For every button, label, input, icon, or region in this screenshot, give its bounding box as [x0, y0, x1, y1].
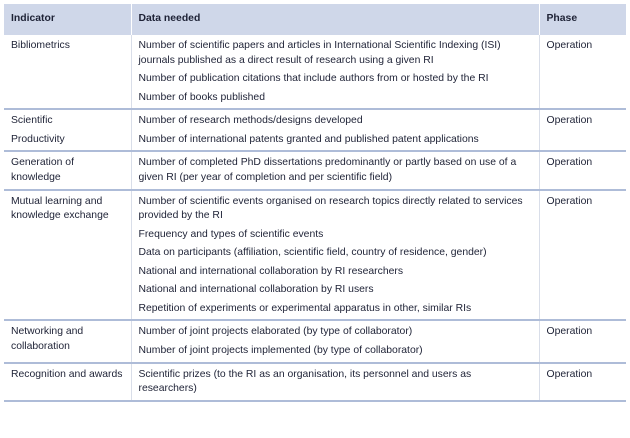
- data-needed-item: Number of joint projects elaborated (by type of collaborator): [138, 326, 413, 338]
- data-needed-item: Number of joint projects implemented (by type of collaborator): [138, 345, 423, 356]
- data-needed-item: Scientific prizes (to the RI as an organisation, its personnel and users as researchers): [138, 368, 472, 395]
- data-needed-cell: [131, 35, 539, 109]
- indicator-cell: [4, 190, 131, 321]
- indicator-label: Scientific: [11, 115, 53, 127]
- header-row: [4, 4, 626, 35]
- table-row: [4, 363, 626, 401]
- data-needed-item: Number of completed PhD dissertations predominantly or partly based on use of a given RI (per year of completion and per scientific field): [138, 157, 517, 183]
- data-needed-item: Frequency and types of scientific events: [138, 228, 324, 240]
- indicator-cell: [4, 35, 131, 109]
- indicator-label: Networking and collaboration: [11, 326, 84, 352]
- phase-cell: Operation: [539, 190, 626, 321]
- data-needed-item: Number of international patents granted and published patent applications: [138, 133, 479, 145]
- indicator-label: Generation of knowledge: [11, 157, 74, 183]
- table-body: [4, 35, 626, 401]
- table-header: [4, 4, 626, 35]
- indicator-label: Bibliometrics: [11, 40, 70, 51]
- indicator-table: [4, 4, 626, 402]
- data-needed-item: National and international collaboration by RI researchers: [138, 265, 404, 277]
- data-needed-item: Number of research methods/designs developed: [138, 115, 363, 127]
- phase-cell: Operation: [539, 151, 626, 189]
- header-data-needed: Data needed: [131, 4, 539, 35]
- indicator-cell: [4, 363, 131, 401]
- indicator-label: Mutual learning and knowledge exchange: [11, 195, 109, 222]
- data-needed-cell: [131, 109, 539, 151]
- data-needed-cell: [131, 190, 539, 321]
- table-row: [4, 320, 626, 362]
- table-row: [4, 35, 626, 109]
- indicator-label: Productivity: [11, 133, 65, 145]
- indicator-cell: [4, 320, 131, 362]
- table-row: [4, 151, 626, 189]
- indicator-cell: [4, 151, 131, 189]
- indicator-cell: [4, 109, 131, 151]
- data-needed-item: Number of books published: [138, 91, 265, 103]
- data-needed-item: Number of scientific events organised on research topics directly related to services provided by the RI: [138, 195, 523, 222]
- data-needed-cell: [131, 363, 539, 401]
- table-row: [4, 109, 626, 151]
- phase-cell: Operation: [539, 35, 626, 109]
- indicator-label: Recognition and awards: [11, 368, 123, 380]
- data-needed-item: National and international collaboration by RI users: [138, 284, 374, 296]
- data-needed-item: Repetition of experiments or experimental apparatus in other, similar RIs: [138, 302, 472, 314]
- header-phase: Phase: [539, 4, 626, 35]
- phase-cell: Operation: [539, 363, 626, 401]
- data-needed-cell: [131, 320, 539, 362]
- data-needed-item: Number of scientific papers and articles in International Scientific Indexing (ISI) journals published as a direct result of research using a given RI: [138, 40, 501, 66]
- table-row: [4, 190, 626, 321]
- header-indicator: Indicator: [4, 4, 131, 35]
- data-needed-cell: [131, 151, 539, 189]
- phase-cell: Operation: [539, 320, 626, 362]
- phase-cell: Operation: [539, 109, 626, 151]
- data-needed-item: Number of publication citations that include authors from or hosted by the RI: [138, 73, 489, 85]
- data-needed-item: Data on participants (affiliation, scientific field, country of residence, gender): [138, 247, 487, 259]
